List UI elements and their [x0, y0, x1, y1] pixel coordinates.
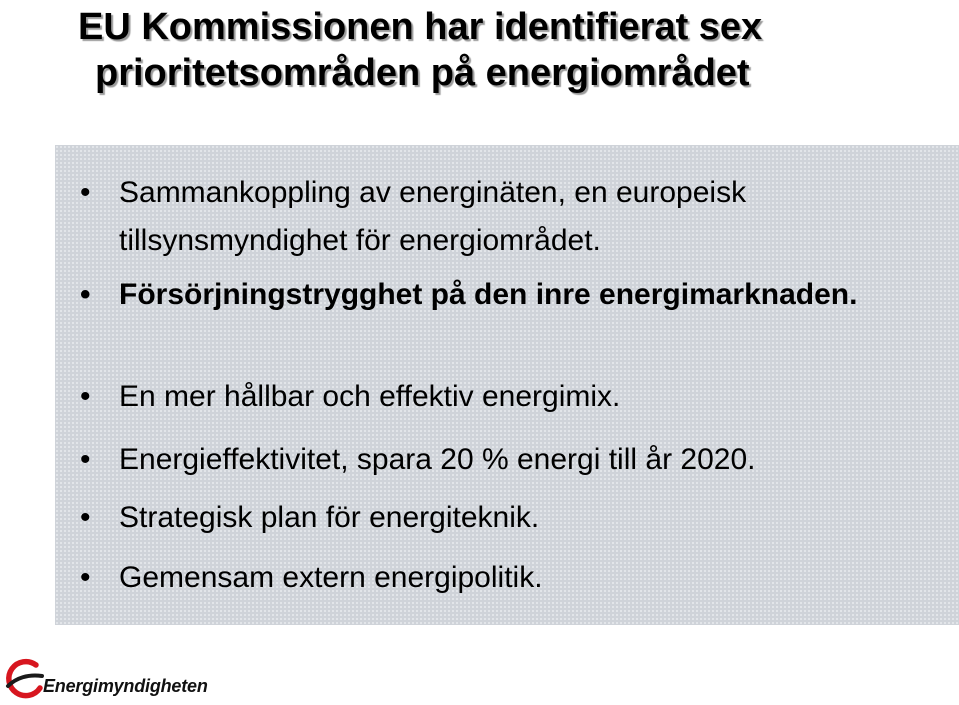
bullet-marker: • [80, 443, 91, 476]
slide-title [78, 4, 948, 96]
bullet-item [55, 169, 935, 265]
bullet-item [55, 373, 935, 421]
bullet-marker: • [80, 501, 91, 534]
bullet-item [55, 436, 935, 484]
bullet-marker: • [80, 176, 91, 209]
bullet-panel [55, 145, 959, 625]
energimyndigheten-logo [0, 654, 240, 705]
bullet-text: En mer hållbar och effektiv energimix. [119, 380, 621, 413]
slide-title-line-1: EU Kommissionen har identifierat sex [78, 6, 763, 48]
bullet-text: Försörjningstrygghet på den inre energimarknaden. [119, 278, 858, 311]
bullet-text: Gemensam extern energipolitik. [119, 561, 543, 594]
bullet-marker: • [80, 561, 91, 594]
logo-wordmark: Energimyndigheten [43, 676, 208, 696]
energimyndigheten-logo-icon [2, 656, 46, 702]
bullet-item [55, 554, 935, 602]
bullet-text: Sammankoppling av energinäten, en europeisk tillsynsmyndighet för energiområdet. [119, 176, 747, 257]
bullet-text: Strategisk plan för energiteknik. [119, 501, 540, 534]
bullet-marker: • [80, 278, 91, 311]
bullet-item [55, 494, 935, 542]
bullet-marker: • [80, 380, 91, 413]
bullet-item [55, 271, 935, 319]
slide-title-line-2: prioritetsområden på energiområdet [95, 52, 750, 94]
bullet-text: Energieffektivitet, spara 20 % energi till år 2020. [119, 443, 756, 476]
